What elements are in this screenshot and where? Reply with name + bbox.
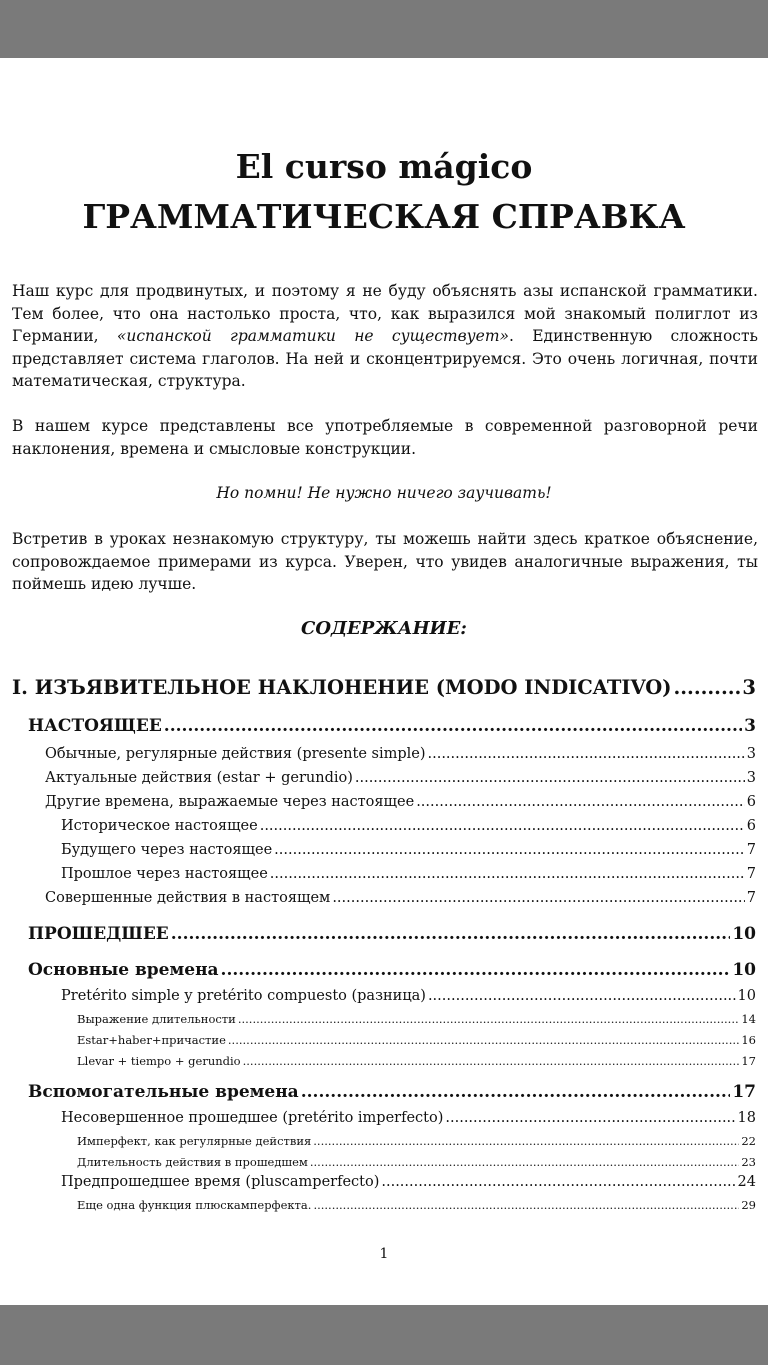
toc-leader xyxy=(310,1155,739,1169)
toc-entry-page: 6 xyxy=(746,794,756,810)
toc-entry[interactable] xyxy=(12,676,756,699)
toc-entry[interactable] xyxy=(77,1012,756,1026)
toc-entry[interactable] xyxy=(61,1110,756,1126)
intro-paragraph-3: Встретив в уроках незнакомую структуру, ты можешь найти здесь краткое объяснение, сопровождаемое примерами из курса. Уверен, что увидев аналогичные выражения, ты поймешь идею лучше. xyxy=(12,530,758,594)
toc-leader xyxy=(332,890,744,906)
toc-entry-label: ПРОШЕДШЕЕ xyxy=(28,924,169,944)
toc-entry[interactable] xyxy=(61,1174,756,1190)
toc-entry-label: Llevar + tiempo + gerundio xyxy=(77,1054,241,1068)
toc-entry-page: 23 xyxy=(741,1155,756,1169)
toc-entry[interactable] xyxy=(45,794,756,810)
toc-leader xyxy=(445,1110,735,1126)
toc-entry[interactable] xyxy=(77,1155,756,1169)
toc-entry-page: 10 xyxy=(732,960,756,980)
toc-entry[interactable] xyxy=(77,1033,756,1047)
toc-entry[interactable] xyxy=(45,770,756,786)
toc-entry-label: Другие времена, выражаемые через настоящее xyxy=(45,794,415,810)
toc-entry-label: Основные времена xyxy=(28,960,219,980)
toc-entry-label: Вспомогательные времена xyxy=(28,1082,299,1102)
toc-entry[interactable] xyxy=(77,1134,756,1148)
toc-entry-page: 3 xyxy=(744,716,756,736)
toc-entry-page: 10 xyxy=(732,924,756,944)
intro-paragraph-2: В нашем курсе представлены все употребляемые в современной разговорной речи наклонения, времена и смысловые конструкции. xyxy=(12,417,758,458)
toc-entry[interactable] xyxy=(28,1082,756,1102)
toc-leader xyxy=(355,770,745,786)
toc-leader xyxy=(428,746,745,762)
toc-entry-label: I. ИЗЪЯВИТЕЛЬНОЕ НАКЛОНЕНИЕ (MODO INDICATIVO) xyxy=(12,676,672,699)
toc-entry-label: Еще одна функция плюскамперфекта. xyxy=(77,1198,312,1212)
toc-leader xyxy=(243,1054,740,1068)
toc-entry[interactable] xyxy=(28,960,756,980)
toc-leader xyxy=(673,676,740,699)
viewer-bottom-bar xyxy=(0,1305,768,1365)
toc-entry-label: Прошлое через настоящее xyxy=(61,866,268,882)
toc-entry[interactable] xyxy=(61,988,756,1004)
quote-text: «испанской грамматики не существует» xyxy=(116,327,509,346)
toc-entry-page: 14 xyxy=(741,1012,756,1026)
toc-entry[interactable] xyxy=(77,1054,756,1068)
toc-leader xyxy=(171,924,731,944)
intro-paragraph-1-start: Наш курс для продвинутых, и поэтому я не буду объяснять азы испанской грамматики. Тем более, что она настолько проста, что, как выразился мой знакомый полиглот из Германии, xyxy=(12,282,758,346)
toc-entry-page: 17 xyxy=(732,1082,756,1102)
reminder-note: Но помни! Не нужно ничего заучивать! xyxy=(216,484,552,502)
toc-leader xyxy=(228,1033,739,1047)
toc-entry-page: 7 xyxy=(746,842,756,858)
toc-entry-page: 18 xyxy=(737,1110,756,1126)
toc-leader xyxy=(238,1012,740,1026)
toc-entry-page: 7 xyxy=(746,890,756,906)
toc-entry-page: 10 xyxy=(737,988,756,1004)
toc-entry[interactable] xyxy=(61,842,756,858)
toc-leader xyxy=(301,1082,731,1102)
toc-leader xyxy=(313,1134,739,1148)
page-number: 1 xyxy=(379,1246,389,1262)
toc-leader xyxy=(260,818,745,834)
toc-entry-label: Историческое настоящее xyxy=(61,818,258,834)
toc-entry[interactable] xyxy=(61,818,756,834)
toc-entry-label: Pretérito simple y pretérito compuesto (разница) xyxy=(61,988,426,1004)
toc-leader xyxy=(428,988,736,1004)
toc-entry-label: Будущего через настоящее xyxy=(61,842,273,858)
toc-entry-page: 16 xyxy=(741,1033,756,1047)
toc-entry-label: Несовершенное прошедшее (pretérito imperfecto) xyxy=(61,1110,444,1126)
toc-entry-page: 17 xyxy=(741,1054,756,1068)
intro-paragraph-1-end: . Единственную сложность представляет система глаголов. На ней и сконцентрируемся. Это очень логичная, почти математическая, структура. xyxy=(12,327,758,391)
toc-entry-page: 3 xyxy=(746,746,756,762)
intro-paragraph-1 xyxy=(12,280,758,393)
toc-entry-label: Имперфект, как регулярные действия xyxy=(77,1134,312,1148)
toc-entry-label: Выражение длительности xyxy=(77,1012,236,1026)
toc-entry-label: Предпрошедшее время (pluscamperfecto) xyxy=(61,1174,380,1190)
toc-leader xyxy=(221,960,731,980)
toc-entry[interactable] xyxy=(45,890,756,906)
page-title: El curso mágico xyxy=(235,147,533,186)
contents-heading: СОДЕРЖАНИЕ: xyxy=(301,618,467,639)
toc-entry-page: 3 xyxy=(746,770,756,786)
toc-leader xyxy=(416,794,745,810)
toc-leader xyxy=(274,842,745,858)
toc-entry-page: 24 xyxy=(737,1174,756,1190)
toc-entry[interactable] xyxy=(28,716,756,736)
toc-leader xyxy=(270,866,745,882)
toc-entry[interactable] xyxy=(77,1198,756,1212)
toc-entry-page: 3 xyxy=(742,676,756,699)
toc-entry-page: 7 xyxy=(746,866,756,882)
toc-entry-label: Длительность действия в прошедшем xyxy=(77,1155,308,1169)
toc-entry-label: Обычные, регулярные действия (presente simple) xyxy=(45,746,426,762)
document-page xyxy=(0,58,768,1305)
toc-entry[interactable] xyxy=(61,866,756,882)
toc-leader xyxy=(164,716,742,736)
toc-entry[interactable] xyxy=(28,924,756,944)
toc-entry-label: Estar+haber+причастие xyxy=(77,1033,226,1047)
toc-leader xyxy=(313,1198,739,1212)
toc-entry-page: 22 xyxy=(741,1134,756,1148)
toc-leader xyxy=(381,1174,735,1190)
toc-entry-page: 6 xyxy=(746,818,756,834)
toc-entry[interactable] xyxy=(45,746,756,762)
toc-entry-label: НАСТОЯЩЕЕ xyxy=(28,716,162,736)
toc-entry-page: 29 xyxy=(741,1198,756,1212)
toc-entry-label: Совершенные действия в настоящем xyxy=(45,890,331,906)
page-subtitle: ГРАММАТИЧЕСКАЯ СПРАВКА xyxy=(82,197,686,236)
toc-entry-label: Актуальные действия (estar + gerundio) xyxy=(45,770,353,786)
